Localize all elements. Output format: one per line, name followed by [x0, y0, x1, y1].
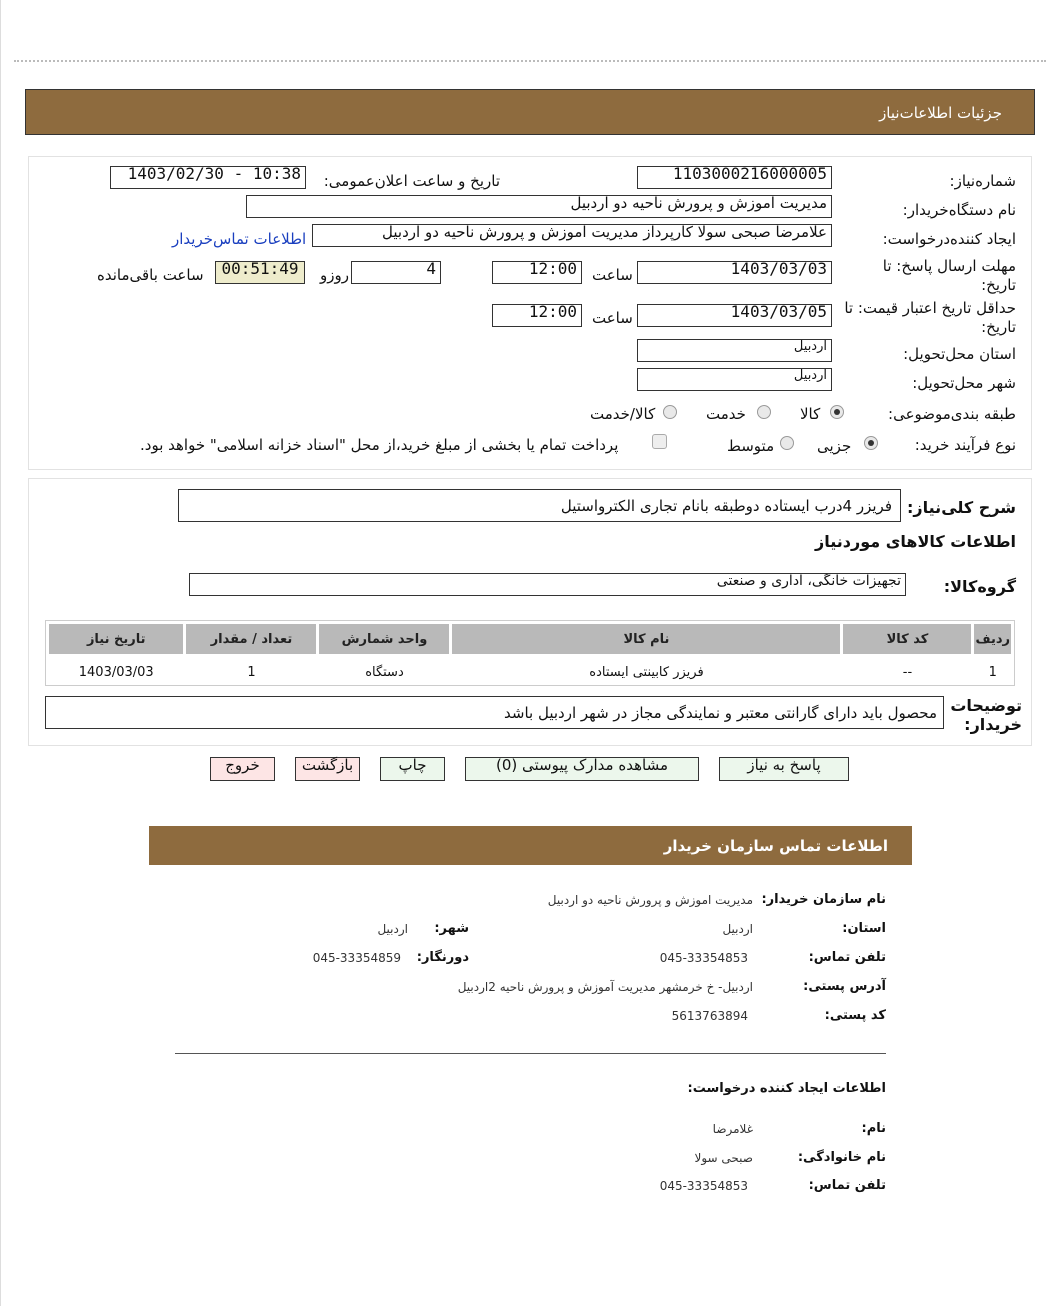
remaining-label: ساعت باقی‌مانده: [97, 266, 204, 284]
top-dotted-divider: [14, 60, 1046, 62]
col-item-name: نام کالا: [452, 624, 840, 654]
page-title: جزئيات اطلاعات‌نیاز: [879, 104, 1002, 122]
category-option-both: کالا/خدمت: [590, 405, 656, 423]
address-label: آدرس پستی:: [803, 979, 886, 994]
validity-time-label: ساعت: [592, 309, 633, 327]
org-value: مدیریت اموزش و پرورش ناحیه دو اردبیل: [547, 893, 753, 907]
cell-item-name: فریزر کابینتی ایستاده: [589, 664, 704, 680]
treasury-payment-note: پرداخت تمام یا بخشی از مبلغ خرید،از محل "اسناد خزانه اسلامی" خواهد بود.: [140, 436, 619, 454]
buyer-contact-title: اطلاعات تماس سازمان خریدار: [663, 837, 888, 855]
goods-table-header: [49, 624, 1011, 654]
group-label: گروه‌کالا:: [943, 577, 1016, 596]
creator-family-label: نام خانوادگی:: [797, 1150, 886, 1165]
process-label: نوع فرآیند خرید:: [914, 436, 1016, 454]
col-quantity: تعداد / مقدار: [186, 624, 316, 654]
announce-label: تاریخ و ساعت اعلان‌عمومی:: [323, 172, 500, 190]
page-left-rule: [0, 0, 1, 1306]
goods-heading: اطلاعات کالاهای موردنیاز: [815, 532, 1016, 551]
province-label: استان محل‌تحویل:: [903, 345, 1016, 363]
group-field: تجهیزات خانگی، اداری و صنعتی: [189, 573, 906, 596]
process-option-medium: متوسط: [727, 437, 775, 455]
col-need-date: تاریخ نیاز: [49, 624, 183, 654]
creator-info-heading: اطلاعات ایجاد کننده درخواست:: [687, 1081, 886, 1096]
contact-city-value: اردبیل: [377, 922, 408, 936]
fax-value: 045-33354859: [312, 951, 401, 965]
need-number-field: 1103000216000005: [637, 166, 832, 189]
cell-quantity: 1: [247, 664, 256, 680]
treasury-payment-checkbox[interactable]: [652, 434, 667, 449]
buyer-label: نام دستگاه‌خریدار:: [902, 201, 1016, 219]
days-label: روزو: [320, 266, 349, 284]
deadline-date-field: 1403/03/03: [637, 261, 832, 284]
contact-divider: [175, 1053, 886, 1054]
process-radio-minor[interactable]: [864, 436, 878, 450]
creator-family-value: صبحی سولا: [694, 1151, 753, 1165]
phone-value: 045-33354853: [659, 951, 748, 965]
announce-field: 1403/02/30 - 10:38: [110, 166, 306, 189]
category-option-goods: کالا: [800, 405, 821, 423]
days-field: 4: [351, 261, 441, 284]
creator-name-label: نام:: [861, 1121, 886, 1136]
remaining-timer: 00:51:49: [215, 261, 305, 284]
validity-date-field: 1403/03/05: [637, 304, 832, 327]
summary-label: شرح کلی‌نیاز:: [907, 498, 1016, 517]
reply-button[interactable]: پاسخ به نیاز: [719, 757, 849, 781]
fax-label: دورنگار:: [416, 950, 469, 965]
creator-label: ایجاد کننده‌درخواست:: [882, 230, 1016, 248]
page-header-bar: [25, 89, 1035, 135]
validity-label: حداقل تاریخ اعتبار قیمت: تا تاریخ:: [844, 299, 1016, 336]
city-field: اردبیل: [637, 368, 832, 391]
address-value: اردبیل- خ خرمشهر مدیریت آموزش و پرورش ناحیه 2اردبیل: [457, 980, 753, 994]
creator-phone-value: 045-33354853: [659, 1179, 748, 1193]
contact-province-value: اردبیل: [722, 922, 753, 936]
buyer-notes-field: محصول باید دارای گارانتی معتبر و نمایندگی مجاز در شهر اردبیل باشد: [45, 696, 944, 729]
goods-table-frame: [45, 620, 1015, 686]
col-unit: واحد شمارش: [319, 624, 449, 654]
org-label: نام سازمان خریدار:: [761, 892, 886, 907]
postal-label: کد پستی:: [824, 1008, 886, 1023]
back-button[interactable]: بازگشت: [295, 757, 360, 781]
contact-province-label: استان:: [842, 921, 886, 936]
postal-value: 5613763894: [671, 1009, 748, 1023]
phone-label: تلفن تماس:: [808, 950, 886, 965]
process-option-minor: جزیی: [817, 437, 852, 455]
exit-button[interactable]: خروج: [210, 757, 275, 781]
col-item-code: کد کالا: [843, 624, 971, 654]
cell-unit: دستگاه: [365, 664, 404, 680]
category-radio-both[interactable]: [663, 405, 677, 419]
deadline-time-field: 12:00: [492, 261, 582, 284]
creator-name-value: غلامرضا: [712, 1122, 753, 1136]
validity-time-field: 12:00: [492, 304, 582, 327]
city-label: شهر محل‌تحویل:: [912, 374, 1016, 392]
print-button[interactable]: چاپ: [380, 757, 445, 781]
category-radio-service[interactable]: [757, 405, 771, 419]
contact-city-label: شهر:: [434, 921, 469, 936]
table-row: [49, 657, 1011, 687]
deadline-time-label: ساعت: [592, 266, 633, 284]
col-row-number: ردیف: [974, 624, 1011, 654]
cell-item-code: --: [902, 664, 913, 680]
province-field: اردبیل: [637, 339, 832, 362]
category-radio-goods[interactable]: [830, 405, 844, 419]
goods-table: [46, 621, 1014, 690]
cell-need-date: 1403/03/03: [78, 664, 154, 680]
summary-field: فریزر 4درب ایستاده دوطبقه بانام تجاری الکترواستیل: [178, 489, 901, 522]
view-attachments-button[interactable]: مشاهده مدارک پیوستی (0): [465, 757, 699, 781]
buyer-notes-label: توضیحات خریدار:: [950, 696, 1022, 734]
creator-field: علامرضا صبحی سولا کارپرداز مدیریت اموزش و پرورش ناحیه دو اردبیل: [312, 224, 832, 247]
buyer-contact-link[interactable]: اطلاعات تماس‌خریدار: [172, 230, 307, 248]
deadline-label: مهلت ارسال پاسخ: تا تاریخ:: [882, 257, 1016, 294]
buyer-field: مدیریت اموزش و پرورش ناحیه دو اردبیل: [246, 195, 832, 218]
buyer-contact-header: [149, 826, 912, 865]
category-option-service: خدمت: [706, 405, 746, 423]
need-number-label: شماره‌نیاز:: [949, 172, 1016, 190]
process-radio-medium[interactable]: [780, 436, 794, 450]
cell-row-number: 1: [988, 664, 997, 680]
creator-phone-label: تلفن تماس:: [808, 1178, 886, 1193]
category-label: طبقه بندی‌موضوعی:: [888, 405, 1016, 423]
